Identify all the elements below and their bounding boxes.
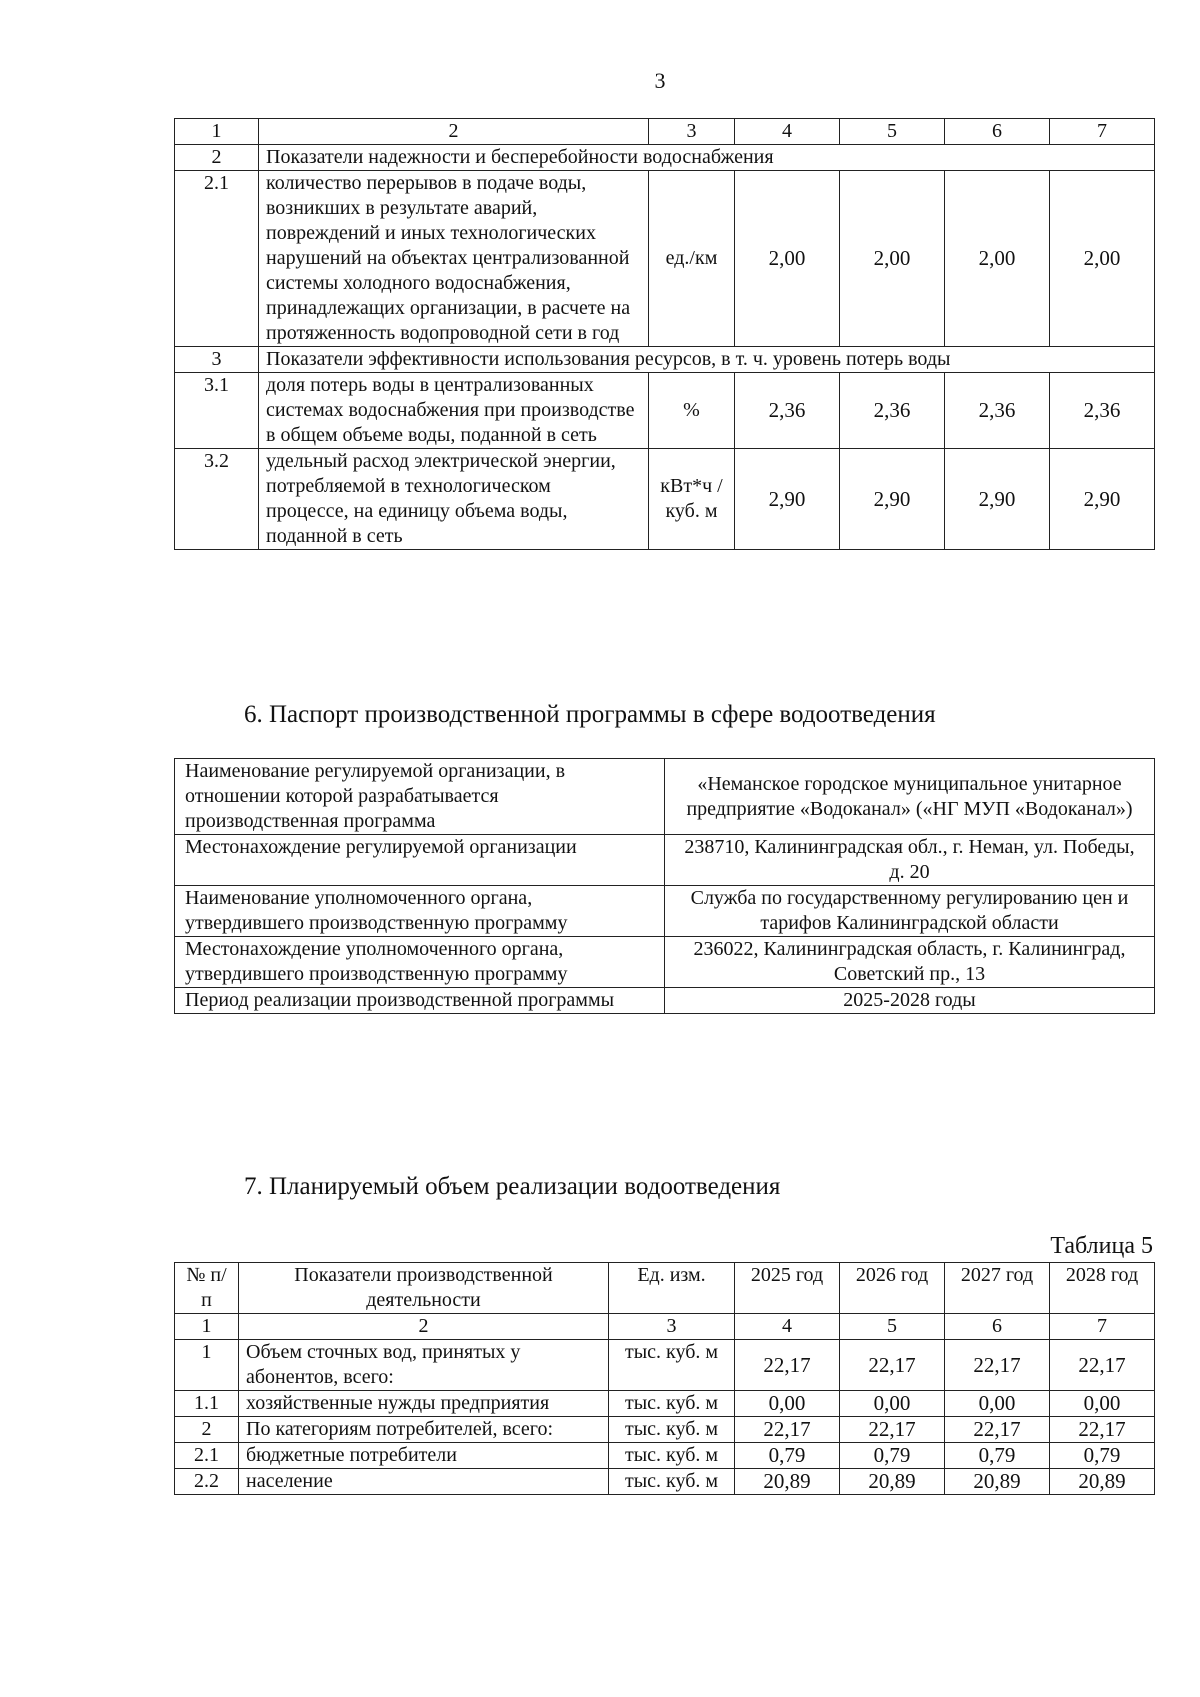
value-cell: 2,36: [840, 373, 945, 449]
col-number: 1: [175, 1314, 239, 1340]
col-number: 7: [1050, 119, 1155, 145]
passport-value: Служба по государственному регулированию цен и тарифов Калининградской области: [665, 886, 1155, 937]
table-row: [175, 373, 1155, 449]
row-number: 3.1: [175, 373, 259, 449]
col-number: 3: [649, 119, 735, 145]
indicator-name: доля потерь воды в централизованных системах водоснабжения при производстве в общем объеме воды, поданной в сеть: [259, 373, 649, 449]
value-cell: 0,00: [945, 1391, 1050, 1417]
passport-row: [175, 937, 1155, 988]
value-cell: 0,79: [735, 1443, 840, 1469]
row-number: 3: [175, 347, 259, 373]
col-number: 2: [259, 119, 649, 145]
passport-label: Наименование регулируемой организации, в отношении которой разрабатывается производственная программа: [175, 759, 665, 835]
section-title: Показатели надежности и бесперебойности водоснабжения: [259, 145, 1155, 171]
section-row: [175, 347, 1155, 373]
value-cell: 2,00: [1050, 171, 1155, 347]
value-cell: 20,89: [1050, 1469, 1155, 1495]
value-cell: 2,90: [840, 449, 945, 550]
passport-row: [175, 886, 1155, 937]
unit-cell: тыс. куб. м: [609, 1443, 735, 1469]
col-number: 1: [175, 119, 259, 145]
value-cell: 22,17: [840, 1417, 945, 1443]
row-number: 3.2: [175, 449, 259, 550]
indicator-name: По категориям потребителей, всего:: [239, 1417, 609, 1443]
header-year: 2028 год: [1050, 1263, 1155, 1314]
col-number: 6: [945, 119, 1050, 145]
header-year: 2025 год: [735, 1263, 840, 1314]
value-cell: 2,00: [945, 171, 1050, 347]
col-number: 5: [840, 1314, 945, 1340]
passport-label: Местонахождение уполномоченного органа, утвердившего производственную программу: [175, 937, 665, 988]
row-number: 2: [175, 145, 259, 171]
passport-row: [175, 988, 1155, 1014]
passport-value: 2025-2028 годы: [665, 988, 1155, 1014]
section-7-heading: 7. Планируемый объем реализации водоотведения: [244, 1173, 781, 1200]
table-label: Таблица 5: [1050, 1233, 1153, 1259]
section-6-heading: 6. Паспорт производственной программы в сфере водоотведения: [244, 701, 936, 728]
table-row: [175, 1417, 1155, 1443]
header-name: Показатели производственной деятельности: [239, 1263, 609, 1314]
value-cell: 2,90: [945, 449, 1050, 550]
row-number: 1.1: [175, 1391, 239, 1417]
passport-label: Наименование уполномоченного органа, утвердившего производственную программу: [175, 886, 665, 937]
table-row: [175, 1391, 1155, 1417]
passport-value: 238710, Калининградская обл., г. Неман, ул. Победы, д. 20: [665, 835, 1155, 886]
header-unit: Ед. изм.: [609, 1263, 735, 1314]
value-cell: 2,90: [735, 449, 840, 550]
unit-cell: тыс. куб. м: [609, 1469, 735, 1495]
value-cell: 22,17: [735, 1417, 840, 1443]
header-year: 2026 год: [840, 1263, 945, 1314]
col-number: 4: [735, 1314, 840, 1340]
indicator-name: Объем сточных вод, принятых у абонентов, всего:: [239, 1340, 609, 1391]
header-year: 2027 год: [945, 1263, 1050, 1314]
value-cell: 2,00: [840, 171, 945, 347]
col-number: 2: [239, 1314, 609, 1340]
indicator-name: население: [239, 1469, 609, 1495]
passport-row: [175, 759, 1155, 835]
value-cell: 20,89: [735, 1469, 840, 1495]
col-number: 6: [945, 1314, 1050, 1340]
row-number: 2.1: [175, 171, 259, 347]
value-cell: 0,79: [945, 1443, 1050, 1469]
value-cell: 0,00: [840, 1391, 945, 1417]
passport-label: Местонахождение регулируемой организации: [175, 835, 665, 886]
passport-row: [175, 835, 1155, 886]
table-row: [175, 1340, 1155, 1391]
unit-cell: ед./км: [649, 171, 735, 347]
value-cell: 2,36: [1050, 373, 1155, 449]
value-cell: 2,00: [735, 171, 840, 347]
column-number-row: [175, 119, 1155, 145]
indicator-name-line: процессе, на единицу объема воды, поданной в сеть: [266, 500, 568, 547]
column-number-row: [175, 1314, 1155, 1340]
value-cell: 2,90: [1050, 449, 1155, 550]
header-num: № п/п: [175, 1263, 239, 1314]
value-cell: 0,79: [1050, 1443, 1155, 1469]
table-row: [175, 1469, 1155, 1495]
indicators-table: [174, 118, 1155, 550]
table-row: [175, 171, 1155, 347]
unit-cell: тыс. куб. м: [609, 1340, 735, 1391]
col-number: 4: [735, 119, 840, 145]
passport-value: 236022, Калининградская область, г. Калининград, Советский пр., 13: [665, 937, 1155, 988]
row-number: 2.1: [175, 1443, 239, 1469]
value-cell: 2,36: [735, 373, 840, 449]
section-row: [175, 145, 1155, 171]
value-cell: 20,89: [945, 1469, 1050, 1495]
passport-label: Период реализации производственной программы: [175, 988, 665, 1014]
value-cell: 20,89: [840, 1469, 945, 1495]
unit-cell: %: [649, 373, 735, 449]
volumes-table: [174, 1262, 1155, 1495]
col-number: 3: [609, 1314, 735, 1340]
col-number: 7: [1050, 1314, 1155, 1340]
page-number: 3: [654, 68, 666, 93]
header-row: [175, 1263, 1155, 1314]
passport-value: «Неманское городское муниципальное унитарное предприятие «Водоканал» («НГ МУП «Водоканал»): [665, 759, 1155, 835]
row-number: 2.2: [175, 1469, 239, 1495]
row-number: 1: [175, 1340, 239, 1391]
section-title: Показатели эффективности использования ресурсов, в т. ч. уровень потерь воды: [259, 347, 1155, 373]
indicator-name-line: удельный расход электрической энергии, потребляемой в технологическом: [266, 450, 616, 497]
value-cell: 22,17: [735, 1340, 840, 1391]
value-cell: 2,36: [945, 373, 1050, 449]
value-cell: 0,00: [1050, 1391, 1155, 1417]
unit-cell: кВт*ч / куб. м: [649, 449, 735, 550]
indicator-name: бюджетные потребители: [239, 1443, 609, 1469]
value-cell: 0,79: [840, 1443, 945, 1469]
table-row: [175, 449, 1155, 550]
passport-table: [174, 758, 1155, 1014]
value-cell: 22,17: [945, 1340, 1050, 1391]
row-number: 2: [175, 1417, 239, 1443]
table-row: [175, 1443, 1155, 1469]
unit-cell: тыс. куб. м: [609, 1391, 735, 1417]
value-cell: 22,17: [1050, 1340, 1155, 1391]
value-cell: 22,17: [1050, 1417, 1155, 1443]
value-cell: 22,17: [840, 1340, 945, 1391]
value-cell: 0,00: [735, 1391, 840, 1417]
value-cell: 22,17: [945, 1417, 1050, 1443]
col-number: 5: [840, 119, 945, 145]
indicator-name: [259, 449, 649, 550]
indicator-name: хозяйственные нужды предприятия: [239, 1391, 609, 1417]
indicator-name: количество перерывов в подаче воды, возникших в результате аварий, повреждений и иных технологических нарушений на объектах централизованной системы холодного водоснабжения, принадлежащих организации, в расчете на протяженность водопроводной сети в год: [259, 171, 649, 347]
unit-cell: тыс. куб. м: [609, 1417, 735, 1443]
